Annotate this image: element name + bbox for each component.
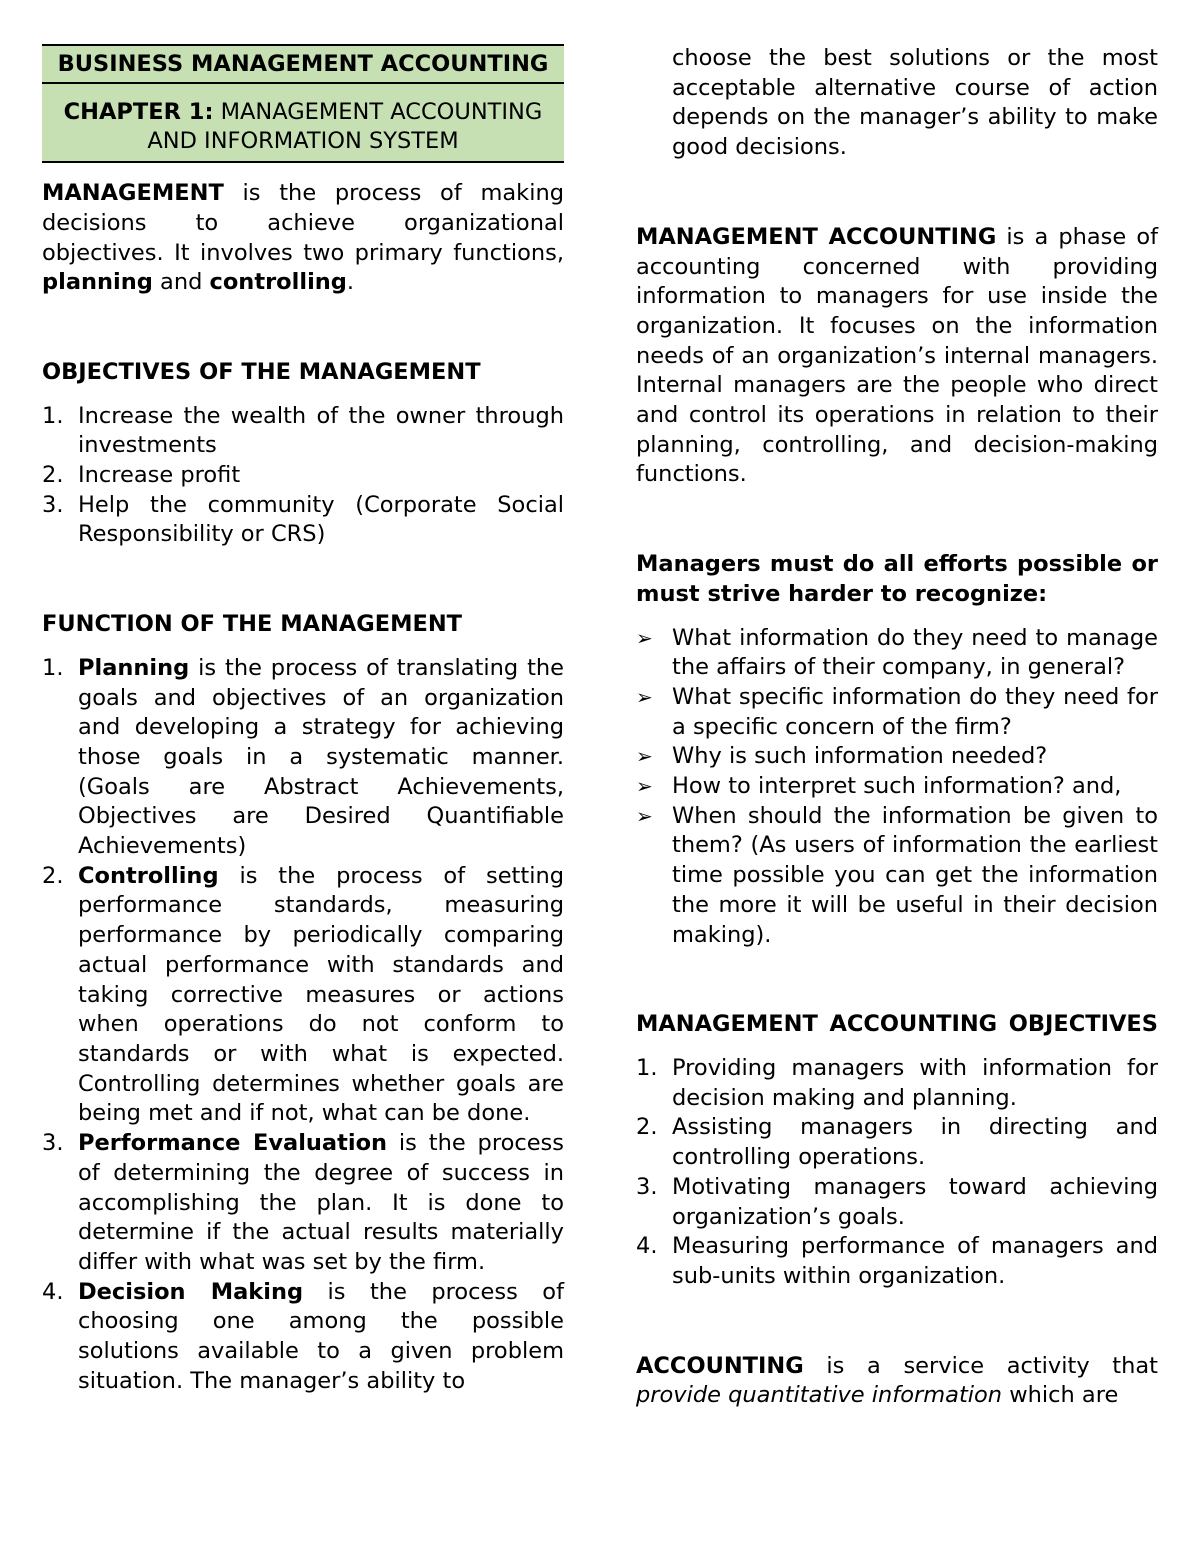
- list-item: [636, 772, 1158, 802]
- item-text: Increase profit: [78, 462, 241, 489]
- objectives-list: [42, 402, 564, 551]
- management-definition: [42, 179, 564, 298]
- item-number: 3.: [636, 1173, 658, 1200]
- management-text: is the process of making decisions to achieve organizational objectives. It involves two primary functions,: [42, 180, 564, 266]
- item-text: Providing managers with information for decision making and planning.: [672, 1054, 1158, 1111]
- management-term: MANAGEMENT: [42, 180, 224, 207]
- chapter-title-box: [42, 84, 564, 163]
- item-text: Why is such information needed?: [672, 743, 1048, 770]
- arrow-bullet-icon: ➢: [636, 744, 653, 769]
- management-accounting-definition: [636, 223, 1158, 490]
- management-and: and: [152, 269, 210, 296]
- list-item: [636, 624, 1158, 683]
- item-text: Increase the wealth of the owner through investments: [78, 402, 564, 459]
- list-item: [636, 1232, 1158, 1291]
- functions-heading: FUNCTION OF THE MANAGEMENT: [42, 611, 463, 638]
- arrow-bullet-icon: ➢: [636, 774, 653, 799]
- arrow-bullet-icon: ➢: [636, 625, 653, 650]
- management-end: .: [346, 269, 355, 296]
- item-text: What information do they need to manage the affairs of their company, in general?: [672, 624, 1158, 681]
- right-column: [636, 44, 1158, 1411]
- item-text: is the process of choosing one among the possible solutions available to a given problem situation. The manager’s ability to: [78, 1278, 564, 1394]
- accounting-term: ACCOUNTING: [636, 1352, 804, 1379]
- item-text: Measuring performance of managers and sub-units within organization.: [672, 1233, 1158, 1289]
- list-item: [636, 1113, 1158, 1172]
- objectives-heading: OBJECTIVES OF THE MANAGEMENT: [42, 358, 481, 385]
- list-item: [42, 491, 564, 550]
- item-text: How to interpret such information? and,: [672, 773, 1122, 800]
- left-column: [42, 44, 564, 1396]
- item-text: is the process of setting performance standards, measuring performance by periodically comparing actual performance with standards and taking corrective measures or actions when operations do not conform to standards or with what is expected. Controlling determines whether goals are being met and if not, what can be done.: [78, 862, 564, 1127]
- accounting-text: is a service activity that: [803, 1352, 1158, 1379]
- item-number: 3.: [42, 1130, 64, 1157]
- management-accounting-text: is a phase of accounting concerned with providing information to managers for use inside the organization. It focuses on the information needs of an organization’s internal managers. Internal managers are the people who direct and control its operations in relation to their planning, controlling, and decision-making functions.: [636, 223, 1159, 488]
- list-item: [636, 1173, 1158, 1232]
- arrow-bullet-icon: ➢: [636, 803, 653, 828]
- list-item: [42, 461, 564, 491]
- item-term: Performance Evaluation: [78, 1130, 388, 1157]
- list-item: [42, 654, 564, 862]
- item-number: 1.: [42, 402, 64, 429]
- list-item: [636, 802, 1158, 951]
- item-text: Motivating managers toward achieving organization’s goals.: [672, 1173, 1158, 1230]
- managers-must-list: [636, 624, 1158, 951]
- item-term: Controlling: [78, 862, 219, 889]
- list-item: [636, 1054, 1158, 1113]
- list-item: [42, 1129, 564, 1278]
- list-item: [636, 683, 1158, 742]
- list-item: [42, 1278, 564, 1397]
- item-text: Help the community (Corporate Social Responsibility or CRS): [78, 491, 564, 548]
- item-text: is the process of translating the goals and objectives of an organization and developing a strategy for achieving those goals in a systematic manner. (Goals are Abstract Achievements, Objectives are Desired Quantifiable Achievements): [78, 654, 564, 860]
- chapter-label: CHAPTER 1:: [63, 98, 214, 125]
- item-number: 2.: [42, 462, 64, 489]
- item-number: 2.: [42, 862, 64, 889]
- list-item: [636, 742, 1158, 772]
- item-number: 2.: [636, 1114, 658, 1141]
- ma-objectives-heading: [636, 1010, 1158, 1040]
- item-number: 1.: [42, 654, 64, 681]
- item-number: 4.: [42, 1278, 64, 1305]
- ma-objectives-heading-text: MANAGEMENT ACCOUNTING OBJECTIVES: [636, 1011, 1158, 1038]
- list-item: [636, 44, 1158, 163]
- item-text: is the process of determining the degree of success in accomplishing the plan. It is done to determine if the actual results materially differ with what was set by the firm.: [78, 1130, 565, 1275]
- arrow-bullet-icon: ➢: [636, 684, 653, 709]
- item-text: When should the information be given to them? (As users of information the earliest time possible you can get the information the more it will be useful in their decision making).: [672, 802, 1158, 948]
- functions-continuation: [636, 44, 1158, 163]
- list-item: [42, 862, 564, 1129]
- item-text: Assisting managers in directing and controlling operations.: [672, 1114, 1158, 1171]
- item-text: What specific information do they need for a specific concern of the firm?: [672, 683, 1158, 740]
- document-title-box: [42, 44, 564, 84]
- management-planning: planning: [42, 269, 153, 296]
- accounting-text-end: which are: [1002, 1382, 1119, 1409]
- item-number: 3.: [42, 491, 64, 518]
- accounting-italic: provide quantitative information: [636, 1382, 1003, 1409]
- document-title: BUSINESS MANAGEMENT ACCOUNTING: [57, 51, 549, 77]
- ma-objectives-list: [636, 1054, 1158, 1292]
- item-term: Planning: [78, 654, 190, 681]
- management-controlling: controlling: [209, 269, 347, 296]
- item-term: Decision Making: [78, 1278, 304, 1305]
- accounting-definition: [636, 1352, 1158, 1411]
- item-text: choose the best solutions or the most acceptable alternative course of action depends on the manager’s ability to make good decisions.: [672, 45, 1158, 161]
- functions-list: [42, 654, 564, 1397]
- managers-must-heading: Managers must do all efforts possible or must strive harder to recognize:: [636, 551, 1158, 607]
- chapter-title: MANAGEMENT ACCOUNTING AND INFORMATION SYSTEM: [147, 98, 543, 155]
- item-number: 1.: [636, 1054, 658, 1081]
- item-number: 4.: [636, 1233, 658, 1260]
- management-accounting-term: MANAGEMENT ACCOUNTING: [636, 223, 997, 250]
- list-item: [42, 402, 564, 461]
